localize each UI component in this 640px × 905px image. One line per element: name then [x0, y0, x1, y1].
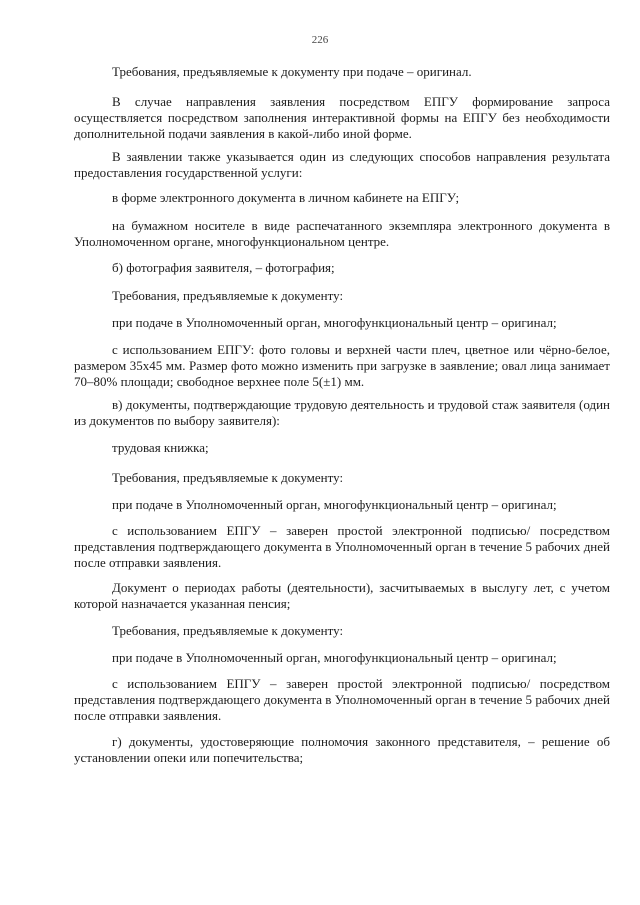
paragraph-result-delivery-methods: В заявлении также указывается один из следующих способов направления результата предоставления государственной услуги:	[74, 149, 610, 180]
paragraph-paper-form: на бумажном носителе в виде распечатанного экземпляра электронного документа в Уполномоченном органе, многофункциональном центре.	[74, 218, 610, 249]
paragraph-service-periods-document: Документ о периодах работы (деятельности), засчитываемых в выслугу лет, с учетом которой назначается указанная пенсия;	[74, 580, 610, 611]
paragraph-work-book: трудовая книжка;	[112, 440, 209, 455]
paragraph-submission-office: при подаче в Уполномоченный орган, многофункциональный центр – оригинал;	[112, 315, 557, 330]
paragraph-photo-epgu-spec: с использованием ЕПГУ: фото головы и верхней части плеч, цветное или чёрно-белое, размером 35x45 мм. Размер фото можно изменить при загрузке в заявление; овал лица занимает 70–80% площади; свободное верхнее поле 5(±1) мм.	[74, 342, 610, 389]
paragraph-work-documents-item: в) документы, подтверждающие трудовую деятельность и трудовой стаж заявителя (один из документов по выбору заявителя):	[74, 397, 610, 428]
paragraph-legal-representative: г) документы, удостоверяющие полномочия законного представителя, – решение об установлении опеки или попечительства;	[74, 734, 610, 765]
paragraph-electronic-form: в форме электронного документа в личном кабинете на ЕПГУ;	[112, 190, 460, 205]
page-number: 226	[311, 34, 329, 46]
paragraph-submission-office: при подаче в Уполномоченный орган, многофункциональный центр – оригинал;	[112, 497, 557, 512]
paragraph-original-requirement: Требования, предъявляемые к документу при подаче – оригинал.	[112, 64, 472, 79]
paragraph-epgu-signature: с использованием ЕПГУ – заверен простой электронной подписью/ посредством представления подтверждающего документа в Уполномоченный орган в течение 5 рабочих дней после отправки заявления.	[74, 523, 610, 570]
paragraph-submission-office: при подаче в Уполномоченный орган, многофункциональный центр – оригинал;	[112, 650, 557, 665]
paragraph-epgu-signature: с использованием ЕПГУ – заверен простой электронной подписью/ посредством представления подтверждающего документа в Уполномоченный орган в течение 5 рабочих дней после отправки заявления.	[74, 676, 610, 723]
paragraph-requirements-heading: Требования, предъявляемые к документу:	[112, 623, 344, 638]
paragraph-requirements-heading: Требования, предъявляемые к документу:	[112, 470, 344, 485]
paragraph-photo-item: б) фотография заявителя, – фотография;	[112, 260, 335, 275]
document-body	[74, 64, 610, 766]
paragraph-requirements-heading: Требования, предъявляемые к документу:	[112, 288, 344, 303]
paragraph-epgu-submission: В случае направления заявления посредством ЕПГУ формирование запроса осуществляется посредством заполнения интерактивной формы на ЕПГУ без необходимости дополнительной подачи заявления в какой-либо иной форме.	[74, 94, 610, 141]
